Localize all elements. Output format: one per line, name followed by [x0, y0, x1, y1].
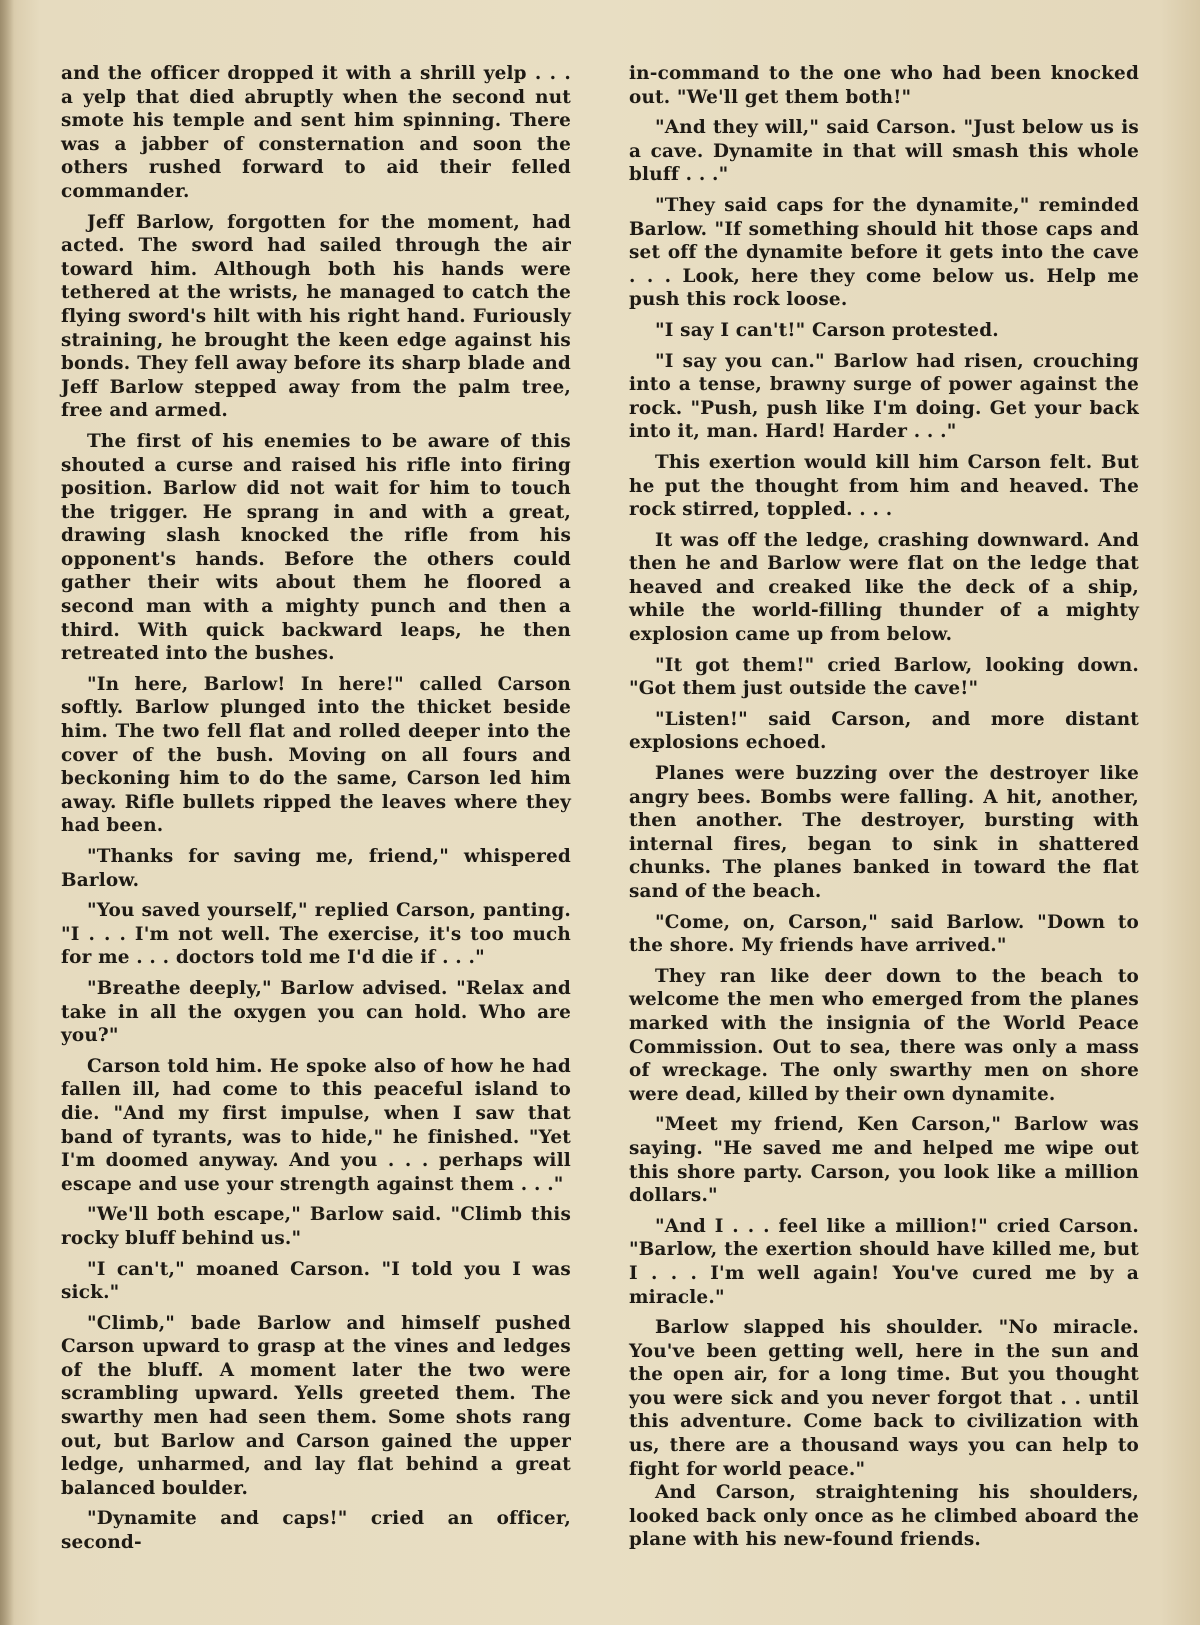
paragraph: "Meet my friend, Ken Carson," Barlow was saying. "He saved me and helped me wipe out this shore party. Carson, you look like a million dollars.": [629, 1114, 1139, 1207]
paragraph: "They said caps for the dynamite," reminded Barlow. "If something should hit those caps and set off the dynamite before it gets into the cave . . . Look, here they come below us. Help me push this rock loose.: [629, 194, 1139, 311]
paragraph: "Climb," bade Barlow and himself pushed Carson upward to grasp at the vines and ledges of the bluff. A moment later the two were scrambling upward. Yells greeted them. The swarthy men had seen them. Some shots rang out, but Barlow and Carson gained the upper ledge, unharmed, and lay flat behind a great balanced boulder.: [61, 1312, 571, 1499]
paragraph: Carson told him. He spoke also of how he had fallen ill, had come to this peaceful island to die. "And my first impulse, when I saw that band of tyrants, was to hide," he finished. "Yet I'm doomed anyway. And you . . . perhaps will escape and use your strength against them . . .": [61, 1055, 571, 1195]
right-text-column: [629, 62, 1139, 1552]
paragraph: "In here, Barlow! In here!" called Carson softly. Barlow plunged into the thicket beside him. The two fell flat and rolled deeper into the cover of the bush. Moving on all fours and beckoning him to do the same, Carson led him away. Rifle bullets ripped the leaves where they had been.: [61, 673, 571, 837]
paragraph: The first of his enemies to be aware of this shouted a curse and raised his rifle into firing position. Barlow did not wait for him to touch the trigger. He sprang in and with a great, drawing slash knocked the rifle from his opponent's hands. Before the others could gather their wits about them he floored a second man with a mighty punch and then a third. With quick backward leaps, he then retreated into the bushes.: [61, 430, 571, 665]
paragraph: "We'll both escape," Barlow said. "Climb this rocky bluff behind us.": [61, 1204, 571, 1249]
paragraph: "Thanks for saving me, friend," whispered Barlow.: [61, 846, 571, 891]
paragraph: "And they will," said Carson. "Just below us is a cave. Dynamite in that will smash this whole bluff . . .": [629, 117, 1139, 186]
paragraph: And Carson, straightening his shoulders, looked back only once as he climbed aboard the plane with his new-found friends.: [629, 1482, 1139, 1551]
paragraph: It was off the ledge, crashing downward. And then he and Barlow were flat on the ledge that heaved and creaked like the deck of a ship, while the world-filling thunder of a mighty explosion came up from below.: [629, 529, 1139, 646]
paragraph: Barlow slapped his shoulder. "No miracle. You've been getting well, here in the sun and the open air, for a long time. But you thought you were sick and you never forgot that . . until this adventure. Come back to civilization with us, there are a thousand ways you can help to fight for world peace.": [629, 1317, 1139, 1480]
paragraph: "You saved yourself," replied Carson, panting. "I . . . I'm not well. The exercise, it's too much for me . . . doctors told me I'd die if . . .": [61, 900, 571, 969]
paragraph: "Breathe deeply," Barlow advised. "Relax and take in all the oxygen you can hold. Who are you?": [61, 977, 571, 1047]
paragraph: and the officer dropped it with a shrill yelp . . . a yelp that died abruptly when the second nut smote his temple and sent him spinning. There was a jabber of consternation and soon the others rushed forward to aid their felled commander.: [61, 63, 571, 202]
paragraph: in-command to the one who had been knocked out. "We'll get them both!": [629, 63, 1139, 108]
paragraph: "It got them!" cried Barlow, looking down. "Got them just outside the cave!": [629, 654, 1139, 700]
paragraph: Planes were buzzing over the destroyer like angry bees. Bombs were falling. A hit, another, then another. The destroyer, bursting with internal fires, began to sink in shattered chunks. The planes banked in toward the flat sand of the beach.: [629, 763, 1139, 902]
paragraph: "Come, on, Carson," said Barlow. "Down to the shore. My friends have arrived.": [629, 911, 1139, 957]
paragraph: This exertion would kill him Carson felt. But he put the thought from him and heaved. The rock stirred, toppled. . . .: [629, 451, 1139, 521]
paragraph: "And I . . . feel like a million!" cried Carson. "Barlow, the exertion should have killed me, but I . . . I'm well again! You've cured me by a miracle.": [629, 1215, 1139, 1308]
paragraph: Jeff Barlow, forgotten for the moment, had acted. The sword had sailed through the air toward him. Although both his hands were tethered at the wrists, he managed to catch the flying sword's hilt with his right hand. Furiously straining, he brought the keen edge against his bonds. They fell away before its sharp blade and Jeff Barlow stepped away from the palm tree, free and armed.: [61, 211, 571, 422]
paragraph: "I say you can." Barlow had risen, crouching into a tense, brawny surge of power against the rock. "Push, push like I'm doing. Get your back into it, man. Hard! Harder . . .": [629, 350, 1139, 443]
paragraph: They ran like deer down to the beach to welcome the men who emerged from the planes marked with the insignia of the World Peace Commission. Out to sea, there was only a mass of wreckage. The only swarthy men on shore were dead, killed by their own dynamite.: [629, 965, 1139, 1105]
left-text-column: [61, 62, 571, 1555]
paragraph: "I can't," moaned Carson. "I told you I was sick.": [61, 1258, 571, 1304]
paragraph: "Dynamite and caps!" cried an officer, second-: [61, 1508, 571, 1554]
paragraph: "I say I can't!" Carson protested.: [655, 319, 999, 341]
paragraph: "Listen!" said Carson, and more distant explosions echoed.: [629, 708, 1139, 754]
binding-shadow: [0, 0, 14, 1625]
